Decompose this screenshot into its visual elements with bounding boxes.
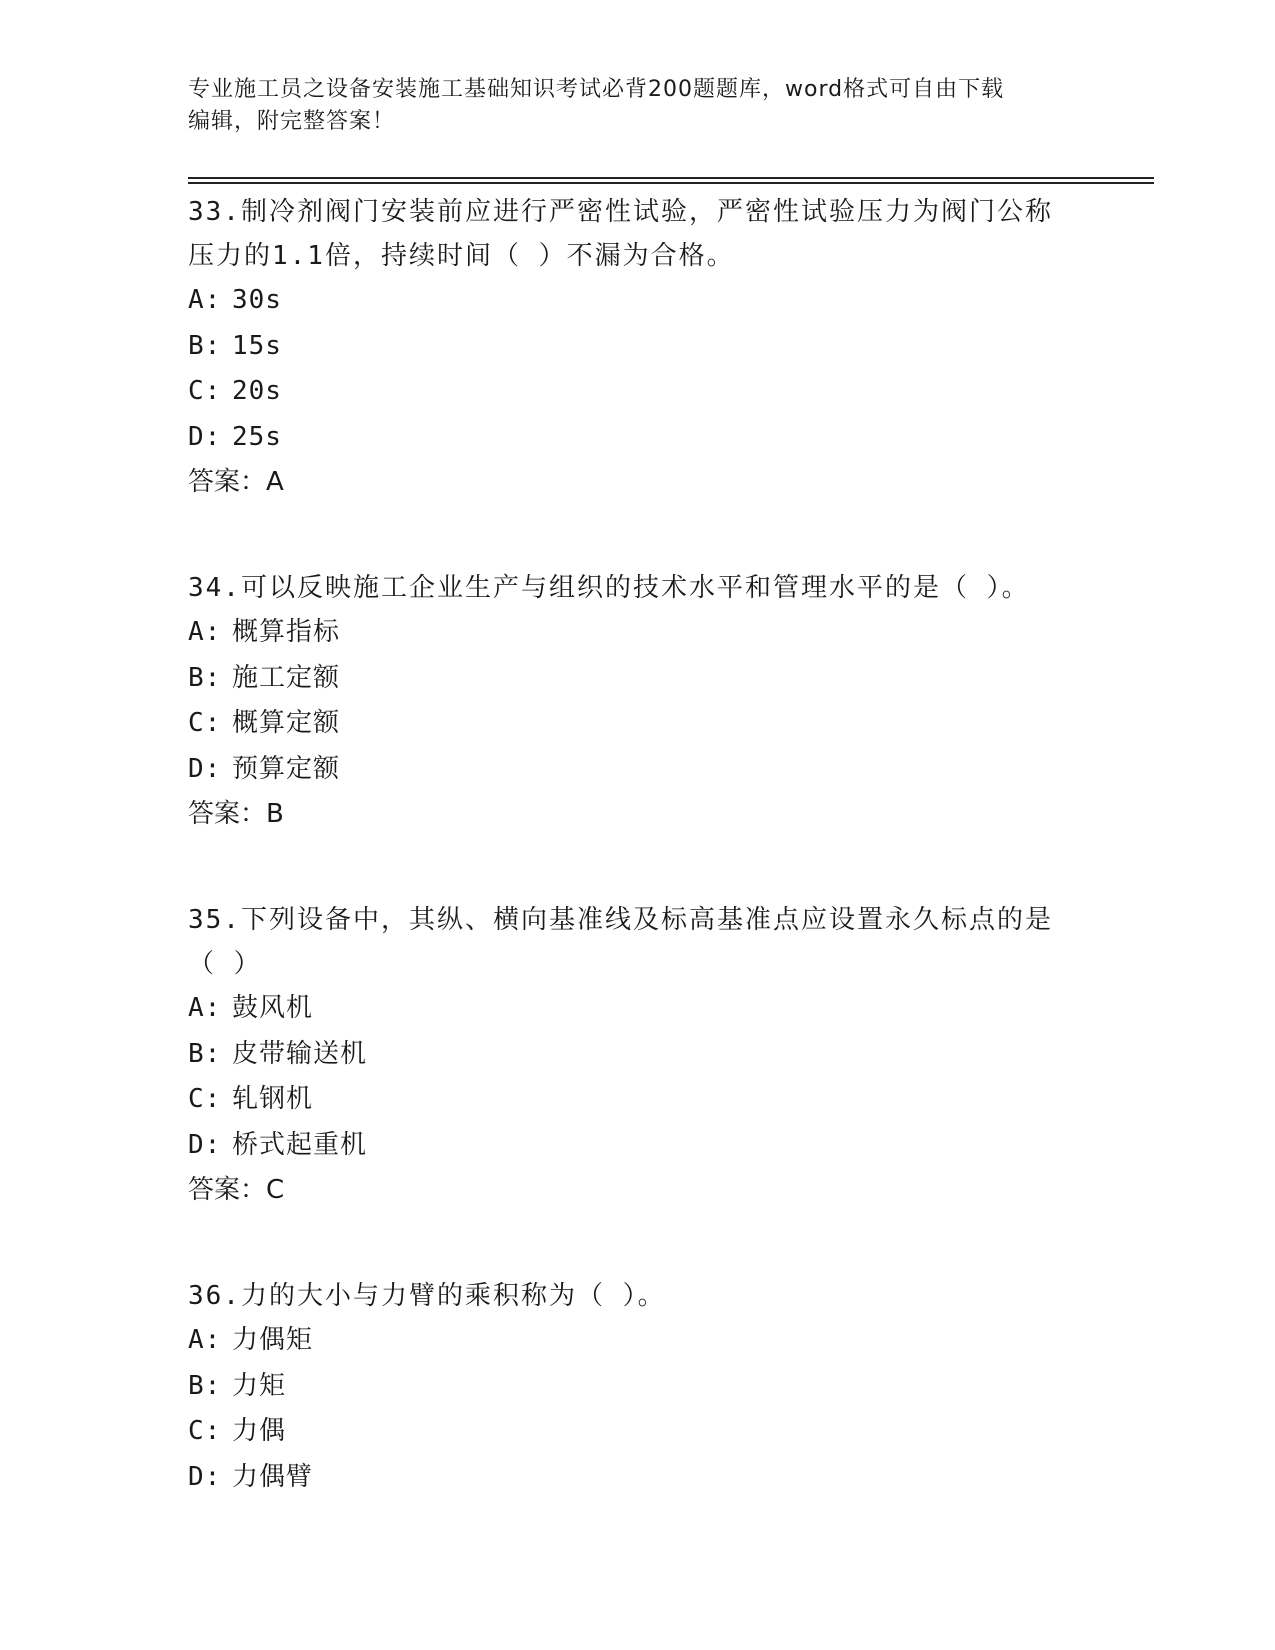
question-spacer [188,1212,1088,1274]
option-text: 30s [232,285,282,315]
option-key: B: [188,662,222,693]
question-title-continued: （ ） [188,949,262,979]
option-a [188,1318,1088,1364]
option-key: B: [188,1038,222,1069]
option-d [188,1455,1088,1501]
option-key: C: [188,1084,222,1114]
question-spacer [188,504,1088,566]
option-key: D: [188,421,222,452]
option-key: C: [188,1416,222,1446]
option-key: B: [188,1370,222,1401]
option-key: C: [188,376,222,406]
option-key: A: [188,1325,222,1355]
question-list [188,190,1088,1500]
header-divider-bottom [188,182,1154,184]
option-b [188,1364,1088,1410]
option-text: 15s [232,330,282,361]
question-title: 34.可以反映施工企业生产与组织的技术水平和管理水平的是（ ）。 [188,573,1030,603]
option-text: 桥式起重机 [232,1129,368,1160]
option-d [188,415,1088,461]
option-c [188,1409,1088,1455]
option-text: 20s [232,376,282,406]
document-header [188,74,1088,138]
answer-label: 答案：A [188,467,284,497]
header-divider-top [188,177,1154,179]
question-title: 36.力的大小与力臂的乘积称为（ ）。 [188,1281,666,1311]
option-b [188,656,1088,702]
option-key: A: [188,617,222,647]
question-title: 35.下列设备中，其纵、横向基准线及标高基准点应设置永久标点的是 [188,905,1053,935]
option-c [188,1077,1088,1123]
option-b [188,1032,1088,1078]
option-text: 概算定额 [232,708,341,738]
option-text: 轧钢机 [232,1084,314,1114]
header-line-2: 编辑，附完整答案！ [188,109,396,134]
option-key: B: [188,330,222,361]
question-title: 33.制冷剂阀门安装前应进行严密性试验，严密性试验压力为阀门公称 [188,197,1053,227]
option-key: C: [188,708,222,738]
option-key: A: [188,993,222,1023]
option-key: D: [188,1461,222,1492]
option-b [188,324,1088,370]
option-text: 预算定额 [232,753,341,784]
option-c [188,369,1088,415]
option-c [188,701,1088,747]
option-text: 力偶矩 [232,1325,314,1355]
option-text: 皮带输送机 [232,1038,368,1069]
option-key: D: [188,1129,222,1160]
option-text: 25s [232,421,282,452]
option-text: 力偶 [232,1416,287,1446]
option-a [188,278,1088,324]
option-text: 力偶臂 [232,1461,314,1492]
option-a [188,986,1088,1032]
option-d [188,1123,1088,1169]
option-a [188,610,1088,656]
question-35 [188,898,1088,1212]
option-text: 概算指标 [232,617,341,647]
option-text: 施工定额 [232,662,341,693]
question-34 [188,566,1088,836]
question-spacer [188,836,1088,898]
option-text: 力矩 [232,1370,287,1401]
question-title-continued: 压力的1.1倍，持续时间（ ）不漏为合格。 [188,241,735,271]
option-key: A: [188,285,222,315]
answer-label: 答案：C [188,1175,285,1205]
question-36 [188,1274,1088,1500]
answer-label: 答案：B [188,799,284,829]
option-d [188,747,1088,793]
option-key: D: [188,753,222,784]
header-line-1: 专业施工员之设备安装施工基础知识考试必背200题题库，word格式可自由下载 [188,77,1005,102]
option-text: 鼓风机 [232,993,314,1023]
question-33 [188,190,1088,504]
